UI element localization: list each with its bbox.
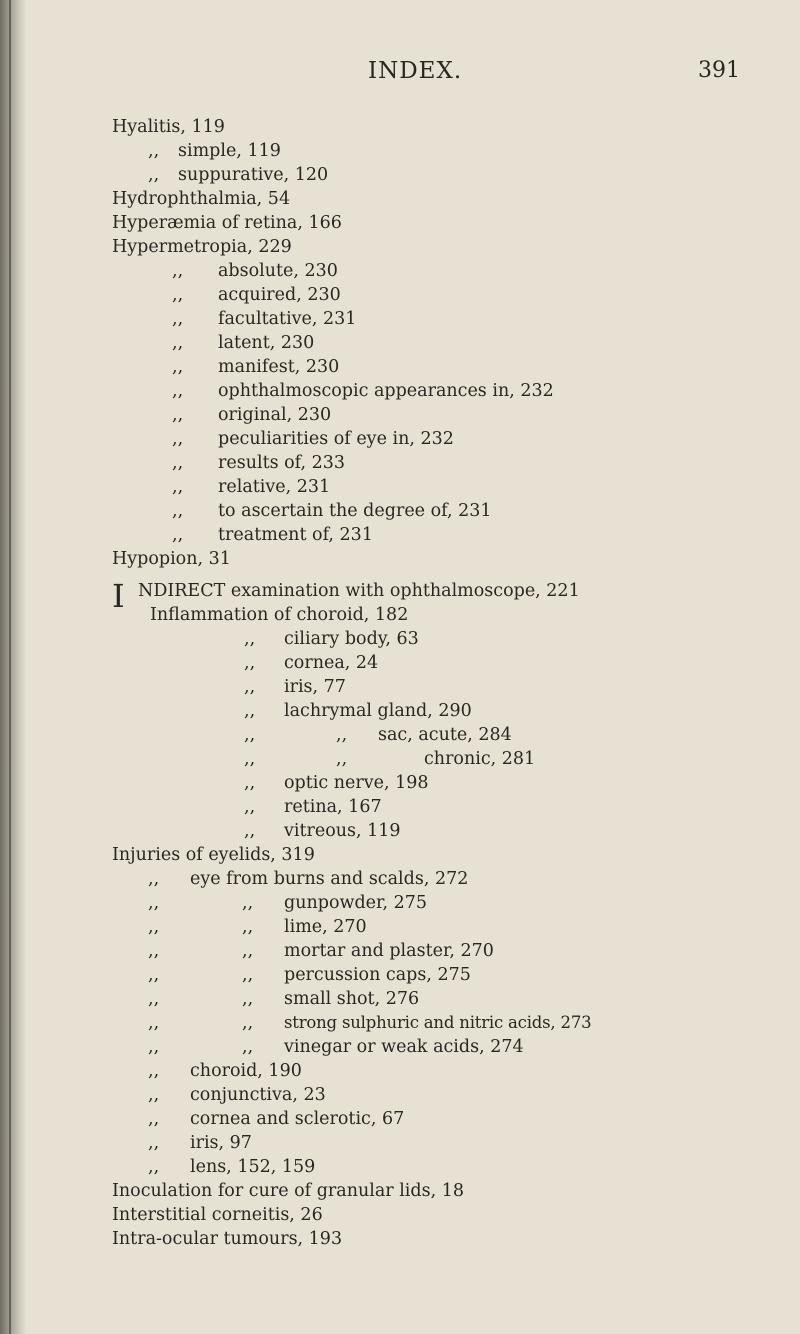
- index-subentry: relative, 231: [218, 477, 331, 497]
- ditto-mark: ,,: [148, 893, 160, 913]
- ditto-mark: ,,: [242, 941, 254, 961]
- ditto-mark: ,,: [148, 941, 160, 961]
- ditto-mark: ,,: [172, 429, 184, 449]
- index-entry: Intra-ocular tumours, 193: [112, 1229, 343, 1249]
- index-subentry: gunpowder, 275: [284, 893, 427, 913]
- index-subentry: absolute, 230: [218, 261, 338, 281]
- ditto-mark: ,,: [172, 357, 184, 377]
- index-subentry: latent, 230: [218, 333, 315, 353]
- index-subentry: retina, 167: [284, 797, 382, 817]
- ditto-mark: ,,: [148, 1061, 160, 1081]
- index-subentry: ciliary body, 63: [284, 629, 419, 649]
- ditto-mark: ,,: [172, 309, 184, 329]
- ditto-mark: ,,: [244, 725, 256, 745]
- ditto-mark: ,,: [148, 989, 160, 1009]
- ditto-mark: ,,: [244, 749, 256, 769]
- ditto-mark: ,,: [172, 405, 184, 425]
- index-subentry: to ascertain the degree of, 231: [218, 501, 492, 521]
- ditto-mark: ,,: [148, 1037, 160, 1057]
- index-subentry: chronic, 281: [424, 749, 536, 769]
- index-subentry: suppurative, 120: [178, 165, 329, 185]
- index-entry: Injuries of eyelids, 319: [112, 845, 315, 865]
- ditto-mark: ,,: [244, 773, 256, 793]
- index-subentry: iris, 77: [284, 677, 346, 697]
- index-subentry: ophthalmoscopic appearances in, 232: [218, 381, 554, 401]
- index-subentry: peculiarities of eye in, 232: [218, 429, 454, 449]
- index-subentry: manifest, 230: [218, 357, 340, 377]
- index-entry: Hypopion, 31: [112, 549, 231, 569]
- ditto-mark: ,,: [242, 893, 254, 913]
- ditto-mark: ,,: [148, 965, 160, 985]
- index-entry: Hyalitis, 119: [112, 117, 225, 137]
- index-entry: Inflammation of choroid, 182: [150, 605, 409, 625]
- index-entry: Hyperæmia of retina, 166: [112, 213, 342, 233]
- index-subentry: choroid, 190: [190, 1061, 302, 1081]
- index-subentry: mortar and plaster, 270: [284, 941, 494, 961]
- ditto-mark: ,,: [148, 1085, 160, 1105]
- index-subentry: cornea and sclerotic, 67: [190, 1109, 405, 1129]
- ditto-mark: ,,: [244, 677, 256, 697]
- index-subentry: lime, 270: [284, 917, 367, 937]
- ditto-mark: ,,: [242, 989, 254, 1009]
- index-subentry: optic nerve, 198: [284, 773, 429, 793]
- index-entry: Hydrophthalmia, 54: [112, 189, 291, 209]
- ditto-mark: ,,: [172, 285, 184, 305]
- ditto-mark: ,,: [172, 525, 184, 545]
- ditto-mark: ,,: [242, 917, 254, 937]
- ditto-mark: ,,: [172, 261, 184, 281]
- ditto-mark: ,,: [172, 477, 184, 497]
- ditto-mark: ,,: [172, 453, 184, 473]
- ditto-mark: ,,: [244, 653, 256, 673]
- index-subentry: treatment of, 231: [218, 525, 373, 545]
- ditto-mark: ,,: [242, 1037, 254, 1057]
- ditto-mark: ,,: [244, 629, 256, 649]
- ditto-mark: ,,: [244, 821, 256, 841]
- index-subentry: strong sulphuric and nitric acids, 273: [284, 1013, 592, 1032]
- index-subentry: cornea, 24: [284, 653, 379, 673]
- page-number: 391: [698, 58, 740, 83]
- ditto-mark: ,,: [336, 725, 348, 745]
- ditto-mark: ,,: [148, 165, 160, 185]
- index-entry: Interstitial corneitis, 26: [112, 1205, 323, 1225]
- index-subentry: results of, 233: [218, 453, 346, 473]
- ditto-mark: ,,: [242, 1013, 254, 1033]
- index-subentry: simple, 119: [178, 141, 281, 161]
- index-subentry: facultative, 231: [218, 309, 357, 329]
- ditto-mark: ,,: [172, 333, 184, 353]
- ditto-mark: ,,: [148, 1109, 160, 1129]
- drop-cap-letter: I: [112, 577, 125, 615]
- ditto-mark: ,,: [148, 1157, 160, 1177]
- index-subentry: percussion caps, 275: [284, 965, 471, 985]
- index-subentry: lachrymal gland, 290: [284, 701, 472, 721]
- index-subentry: small shot, 276: [284, 989, 420, 1009]
- page-title: INDEX.: [368, 58, 463, 84]
- ditto-mark: ,,: [242, 965, 254, 985]
- index-subentry: lens, 152, 159: [190, 1157, 316, 1177]
- ditto-mark: ,,: [172, 501, 184, 521]
- index-subentry: vitreous, 119: [284, 821, 401, 841]
- ditto-mark: ,,: [148, 1013, 160, 1033]
- index-subentry: original, 230: [218, 405, 332, 425]
- index-entry: Inoculation for cure of granular lids, 18: [112, 1181, 464, 1201]
- ditto-mark: ,,: [336, 749, 348, 769]
- index-subentry: sac, acute, 284: [378, 725, 512, 745]
- index-entry: NDIRECT examination with ophthalmoscope, 221: [138, 581, 580, 601]
- ditto-mark: ,,: [172, 381, 184, 401]
- ditto-mark: ,,: [148, 917, 160, 937]
- ditto-mark: ,,: [244, 701, 256, 721]
- index-subentry: eye from burns and scalds, 272: [190, 869, 469, 889]
- index-subentry: acquired, 230: [218, 285, 341, 305]
- ditto-mark: ,,: [148, 869, 160, 889]
- index-entry: Hypermetropia, 229: [112, 237, 292, 257]
- ditto-mark: ,,: [244, 797, 256, 817]
- index-subentry: conjunctiva, 23: [190, 1085, 326, 1105]
- index-subentry: vinegar or weak acids, 274: [284, 1037, 524, 1057]
- ditto-mark: ,,: [148, 1133, 160, 1153]
- index-subentry: iris, 97: [190, 1133, 252, 1153]
- ditto-mark: ,,: [148, 141, 160, 161]
